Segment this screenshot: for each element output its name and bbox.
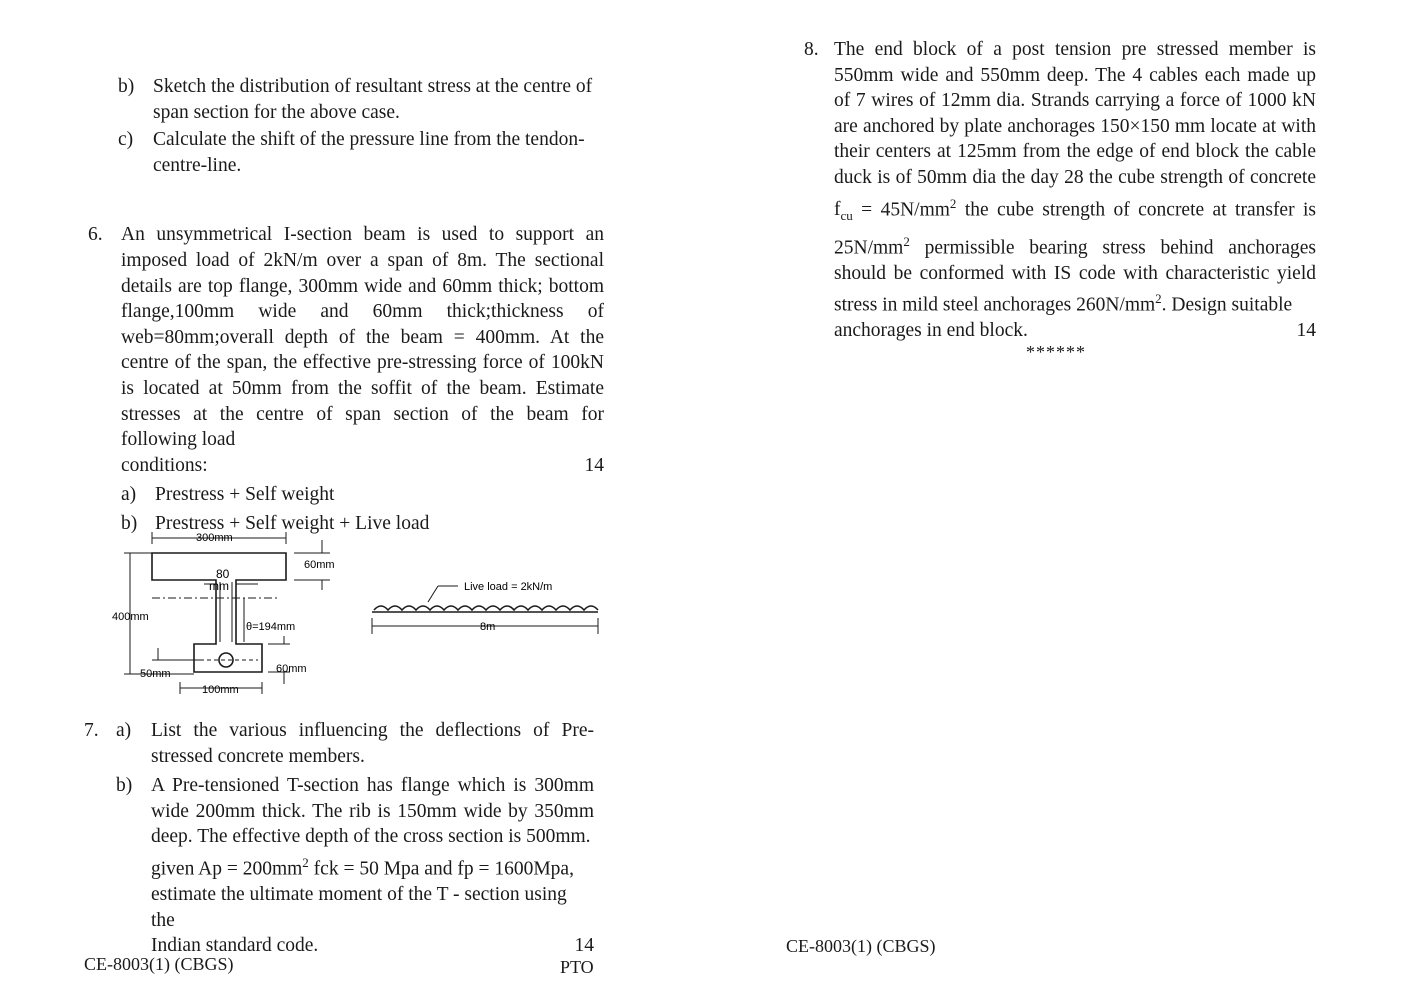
dim-top-thick: 60mm xyxy=(304,559,335,571)
q8-fcu xyxy=(834,199,853,223)
q7-b-text-2-sup: 2 xyxy=(302,854,309,870)
q7-a-text: List the various influencing the deflections of Pre-stressed concrete members. xyxy=(151,720,594,767)
q7-b-text-2-pre: given Ap = 200mm xyxy=(151,858,303,880)
q6-number: 6. xyxy=(88,224,103,246)
q8-last-line-text: anchorages in end block. xyxy=(834,320,1028,342)
q7-marks: 14 xyxy=(574,935,594,957)
q7-b-label: b) xyxy=(116,775,133,797)
q5-part-b xyxy=(84,74,604,125)
span-label: 8m xyxy=(480,621,496,633)
q8-text-2a: = 45N/mm xyxy=(852,199,950,221)
q7-number: 7. xyxy=(84,720,99,741)
q6-part-a xyxy=(121,482,604,508)
q7-b-text-3: estimate the ultimate moment of the T - section using the xyxy=(151,884,567,931)
udl-arc-row xyxy=(374,606,598,610)
q6-b-text: Prestress + Self weight + Live load xyxy=(155,512,430,534)
q6-a-text: Prestress + Self weight xyxy=(155,484,335,506)
q8-text-1: The end block of a post tension pre stressed member is 550mm wide and 550mm deep. The 4 cables each made up of 7 wires of 12mm dia. Strands carrying a force of 1000 kN are anchored by plate anchorages 150×150 mm locate at with their centers at 125mm from the edge of end block the cable duck is of 50mm dia the day 28 the cube strength of concrete xyxy=(834,39,1316,188)
dim-theta: θ=194mm xyxy=(246,621,296,633)
footer-left-code: CE-8003(1) (CBGS) xyxy=(84,954,234,974)
dim-eccentricity: 50mm xyxy=(140,668,171,680)
q8-body xyxy=(798,37,1316,318)
dim-web-a: 80 xyxy=(216,567,230,581)
q5-c-label: c) xyxy=(118,129,134,151)
q6-a-label: a) xyxy=(121,484,137,506)
q7-b-text-1: A Pre-tensioned T-section has flange which is 300mm wide 200mm thick. The rib is 150mm wide by 350mm deep. The effective depth of the cross section is 500mm. xyxy=(151,775,594,848)
q8-fcu-sub: cu xyxy=(840,207,853,223)
question-7 xyxy=(84,718,594,959)
q5-part-c xyxy=(84,127,604,178)
dim-depth: 400mm xyxy=(112,611,149,623)
q7-a-label: a) xyxy=(116,720,132,741)
q6-last-line-text: conditions: xyxy=(121,454,208,476)
separator-stars: ****** xyxy=(1026,342,1086,362)
live-load-label: Live load = 2kN/m xyxy=(464,581,553,593)
q8-marks: 14 xyxy=(1296,320,1316,342)
dim-bottom-thick: 60mm xyxy=(276,663,307,675)
q7-b-text-2-post: fck = 50 Mpa and fp = 1600Mpa, xyxy=(308,858,574,880)
footer-right-code: CE-8003(1) (CBGS) xyxy=(786,936,936,956)
q8-sup-2: 2 xyxy=(903,233,910,249)
dim-web-b: mm xyxy=(209,579,229,593)
q7-b-text-4: Indian standard code. xyxy=(151,935,319,957)
footer-pto: PTO xyxy=(560,957,594,977)
q8-number: 8. xyxy=(804,39,819,60)
q8-sup-3: 2 xyxy=(1155,291,1162,307)
q8-last-line xyxy=(798,318,1316,344)
dim-top-width: 300mm xyxy=(196,532,233,544)
beam-figure xyxy=(108,524,608,704)
q8-sup-1: 2 xyxy=(949,195,957,211)
q8-fcu-f: f xyxy=(834,199,841,221)
q6-last-line xyxy=(121,453,604,479)
dim-bottom-width: 100mm xyxy=(202,684,239,696)
q8-text-4: . Design suitable xyxy=(1161,294,1293,316)
q8-text-3: permissible bearing stress behind anchorages should be conformed with IS code with characteristic yield stress in mild steel anchorages 260N/mm xyxy=(834,237,1316,316)
q6-marks: 14 xyxy=(584,454,604,476)
q5-b-label: b) xyxy=(118,76,135,97)
q6-b-label: b) xyxy=(121,512,138,534)
q8-text-2b: the cube strength of concrete at transfer is 25N/mm xyxy=(834,199,1316,259)
q7-part-b xyxy=(84,773,594,959)
question-8 xyxy=(798,37,1316,344)
question-6 xyxy=(84,222,604,536)
q7-part-a xyxy=(84,718,594,769)
q5-c-text: Calculate the shift of the pressure line from the tendon-centre-line. xyxy=(153,129,585,176)
q5-b-text: Sketch the distribution of resultant stress at the centre of span section for the above case. xyxy=(153,76,593,123)
left-column xyxy=(84,74,604,537)
q7-b-text-2 xyxy=(151,850,594,882)
q6-text: An unsymmetrical I-section beam is used to support an imposed load of 2kN/m over a span of 8m. The sectional details are top flange, 300mm wide and 60mm thick; bottom flange,100mm wide and 60mm thick;thickness of web=80mm;overall depth of the beam = 400mm. At the centre of the span, the effective pre-stressing force of 100kN is located at 50mm from the soffit of the beam. Estimate stresses at the centre of span section of the beam for following load xyxy=(121,224,604,451)
